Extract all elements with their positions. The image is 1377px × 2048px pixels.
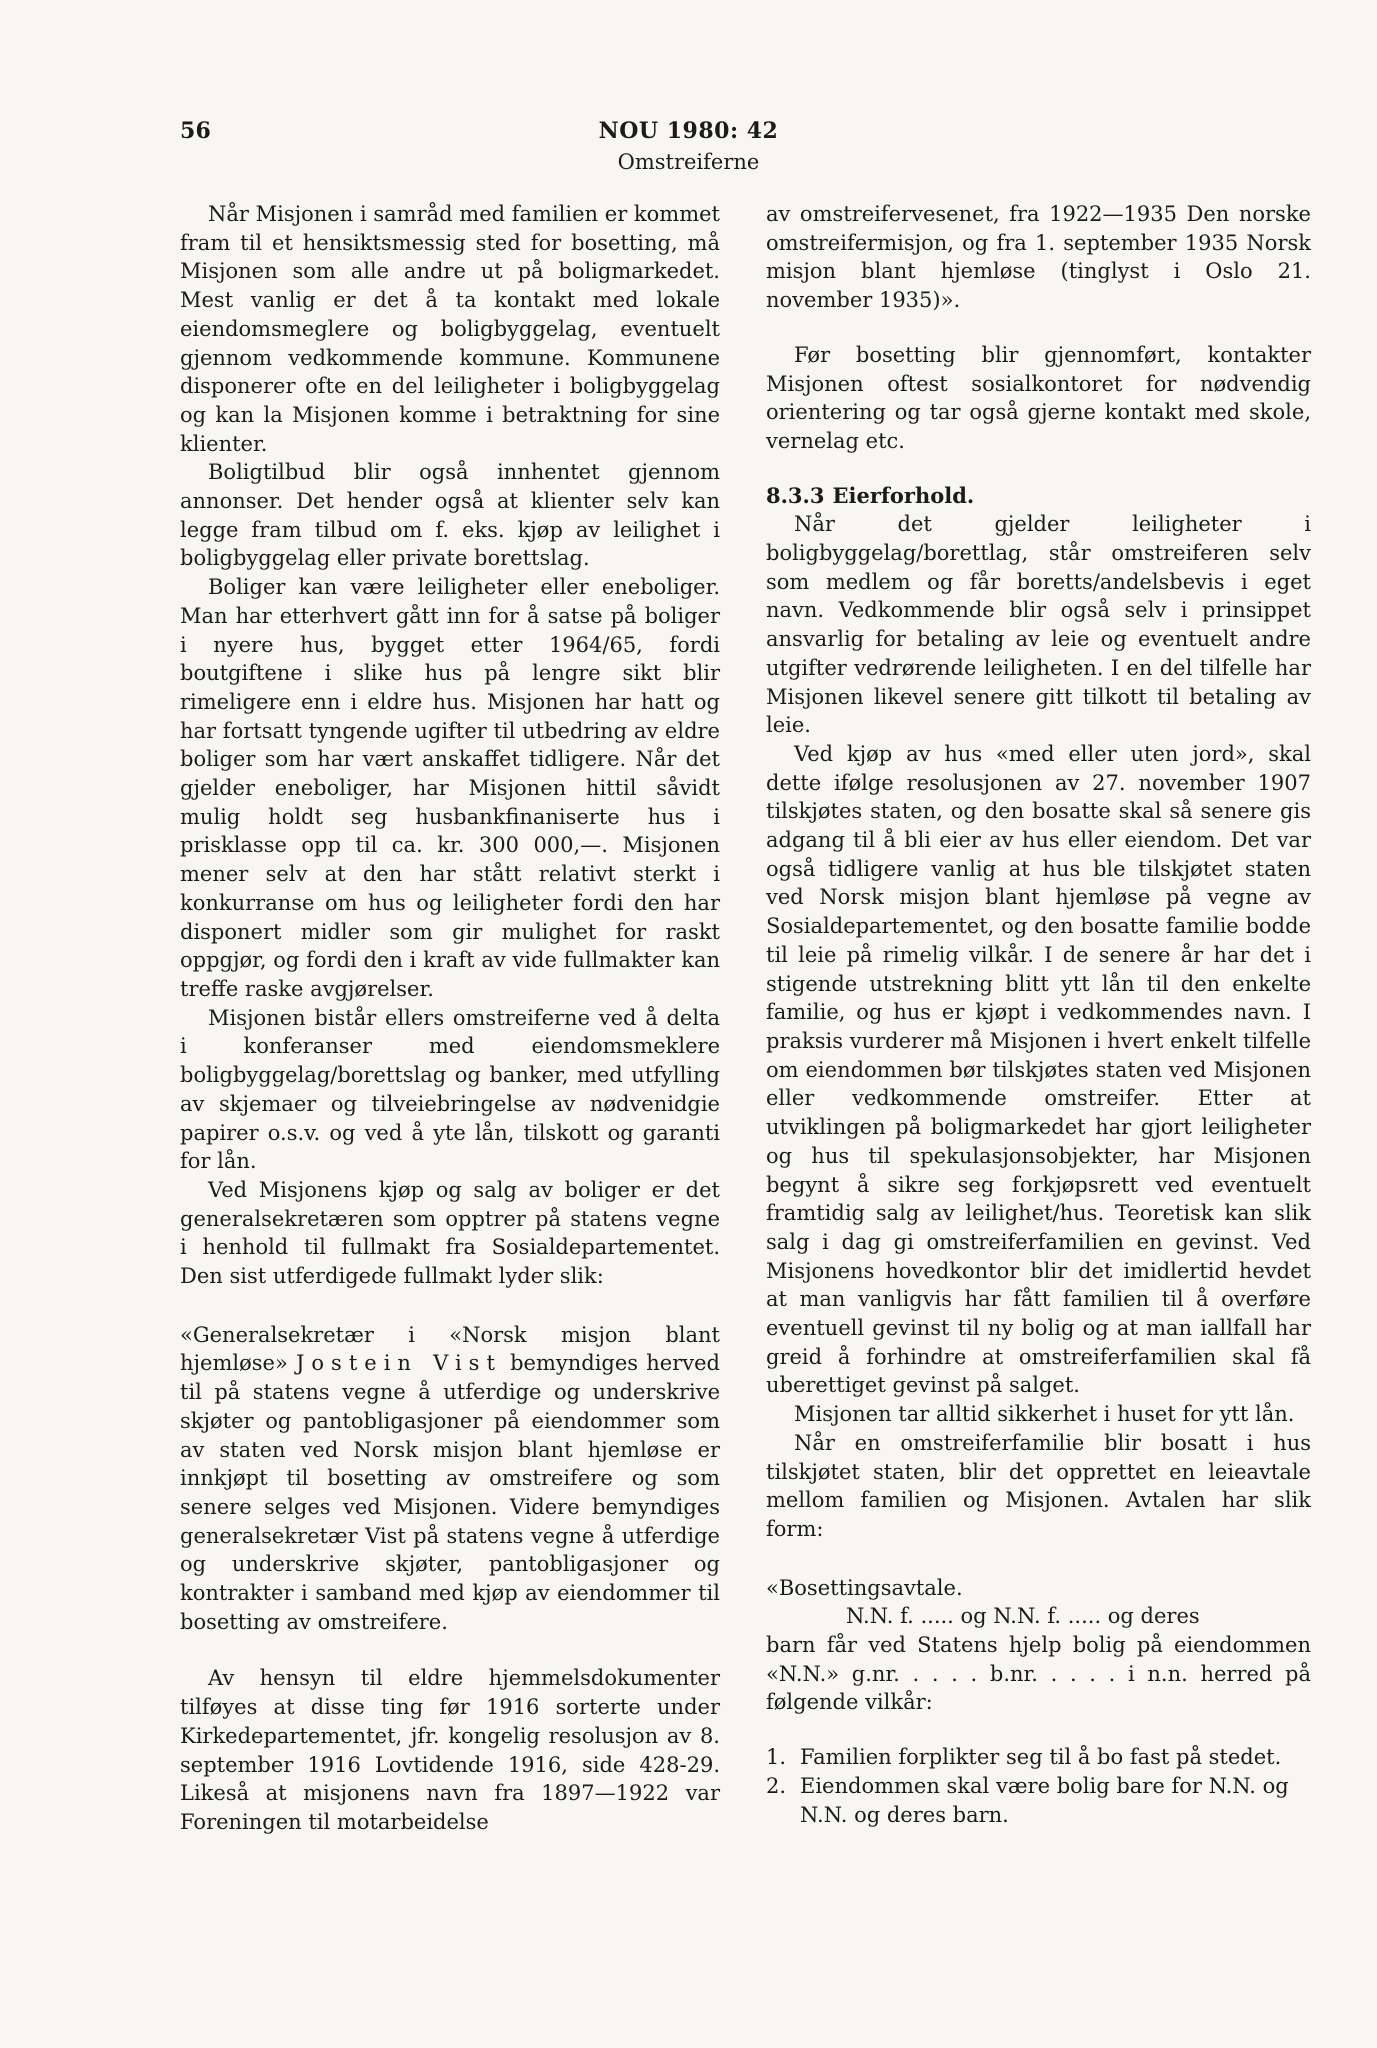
quote-text: bemyndiges herved til på statens vegne å utferdige og underskrive skjøter og pantobligasjoner på eiendommer som av staten ved Norsk misjon blant hjemløse er innkjøpt til bosetting av omstreifere og som senere selges ved Misjonen. Videre bemyndiges generalsekretær Vist på statens vegne å utferdige og underskrive skjøter, pantobligasjoner og kontrakter i samband med kjøp av eiendommer til bosetting av omstreifere.: [180, 1351, 721, 1634]
section-number: 8.3.3: [766, 482, 825, 508]
page-number: 56: [180, 118, 212, 144]
report-subtitle: Omstreiferne: [617, 150, 760, 174]
paragraph: Boliger kan være leiligheter eller eneboliger. Man har etterhvert gått inn for å satse på boliger i nyere hus, bygget etter 1964/65, fordi boutgiftene i slike hus på lengre sikt blir rimeligere enn i eldre hus. Misjonen har hatt og har fortsatt tyngende ugifter til utbedring av eldre boliger som har vært anskaffet tidligere. Når det gjelder eneboliger, har Misjonen hittil såvidt mulig holdt seg husbankfinaniserte hus i prisklasse opp til ca. kr. 300 000,—. Misjonen mener selv at den har stått relativt sterkt i konkurranse om hus og leiligheter fordi den har disponert midler som gir mulighet for raskt oppgjør, og fordi den i kraft av vide fullmakter kan treffe raske avgjørelser.: [180, 575, 720, 1001]
paragraph: Misjonen tar alltid sikkerhet i huset for ytt lån.: [794, 1402, 1295, 1427]
paragraph-continuation: av omstreifervesenet, fra 1922—1935 Den norske omstreifermisjon, og fra 1. september 1935 Norsk misjon blant hjemløse (tinglyst i Oslo 21. november 1935)».: [766, 202, 1311, 313]
spacer: [766, 315, 1311, 341]
paragraph: Misjonen bistår ellers omstreiferne ved å delta i konferanser med eiendomsmeklere boligbyggelag/borettslag og banker, med utfylling av skjemaer og tilveiebringelse av nødvenidgie papirer o.s.v. og ved å yte lån, tilskott og garanti for lån.: [180, 1005, 720, 1174]
paragraph: Før bosetting blir gjennomført, kontakter Misjonen oftest sosialkontoret for nødvendig orientering og tar også gjerne kontakt med skole, vernelag etc.: [766, 342, 1311, 453]
paragraph: Boligtilbud blir også innhentet gjennom annonser. Det hender også at klienter selv kan legge fram tilbud om f. eks. kjøp av leilighet i boligbyggelag eller private borettslag.: [180, 460, 720, 571]
left-column: [180, 200, 720, 1837]
list-item: [766, 1743, 1311, 1772]
contract-line: N.N. f. ..... og N.N. f. ..... og deres: [846, 1604, 1200, 1629]
list-item-text: Familien forplikter seg til å bo fast på stedet.: [800, 1745, 1282, 1770]
contract-terms-list: [766, 1743, 1311, 1829]
authorization-quote: [180, 1321, 720, 1637]
paragraph: Ved kjøp av hus «med eller uten jord», skal dette ifølge resolusjonen av 27. november 1907 tilskjøtes staten, og den bosatte skal så senere gis adgang til å bli eier av hus eller eiendom. Det var også tidligere vanlig at hus ble tilskjøtet staten ved Norsk misjon blant hjemløse på vegne av Sosialdepartementet, og den bosatte familie bodde til leie på rimelig vilkår. I de senere år har det i stigende utstrekning blitt ytt lån til den enkelte familie, og hus er kjøpt i vedkommendes navn. I praksis vurderer må Misjonen i hvert enkelt tilfelle om eiendommen bør tilskjøtes staten ved Misjonen eller vedkommende omstreifer. Etter at utviklingen på boligmarkedet har gjort leiligheter og hus til spekulasjonsobjekter, har Misjonen begynt å sikre seg forkjøpsrett ved eventuelt framtidig salg av leilighet/hus. Teoretisk kan slik salg i dag gi omstreiferfamilien en gevinst. Ved Misjonens hovedkontor blir det imidlertid hevdet at man vanligvis har fått familien til å overføre eventuell gevinst til ny bolig og at man iallfall har greid å forhindre at omstreiferfamilien skal få uberettiget gevinst på salget.: [766, 741, 1311, 1398]
list-item-number: 1.: [766, 1745, 787, 1770]
report-id: NOU 1980: 42: [598, 118, 779, 144]
paragraph: Når en omstreiferfamilie blir bosatt i hus tilskjøtet staten, blir det opprettet en leieavtale mellom familien og Misjonen. Avtalen har slik form:: [766, 1430, 1311, 1541]
section-title: Eierforhold.: [832, 482, 975, 508]
quote-name: Jostein Vist: [296, 1351, 502, 1376]
section-heading: [766, 482, 1311, 511]
right-column: [766, 200, 1311, 1829]
paragraph: Ved Misjonens kjøp og salg av boliger er det generalsekretæren som opptrer på statens vegne i henhold til fullmakt fra Sosialdepartementet. Den sist utferdigede fullmakt lyder slik:: [180, 1177, 720, 1289]
paragraph: Av hensyn til eldre hjemmelsdokumenter tilføyes at disse ting før 1916 sorterte under Kirkedepartementet, jfr. kongelig resolusjon av 8. september 1916 Lovtidende 1916, side 428-29. Likeså at misjonens navn fra 1897—1922 var Foreningen til motarbeidelse: [180, 1666, 720, 1834]
contract-line: barn får ved Statens hjelp bolig på eiendommen «N.N.» g.nr. . . . . b.nr. . . . . i n.n. herred på følgende vilkår:: [766, 1633, 1311, 1715]
contract-title: «Bosettingsavtale.: [766, 1575, 963, 1600]
list-item: [766, 1772, 1311, 1829]
quote-text: «Generalsekretær i «Norsk misjon blant hjemløse»: [180, 1322, 720, 1376]
page-header: [0, 118, 1377, 188]
paragraph: Når det gjelder leiligheter i boligbyggelag/borettlag, står omstreiferen selv som medlem og får boretts/andelsbevis i eget navn. Vedkommende blir også selv i prinsippet ansvarlig for betaling av leie og eventuelt andre utgifter vedrørende leiligheten. I en del tilfelle har Misjonen likevel senere gitt tilkott til betaling av leie.: [766, 512, 1311, 738]
list-item-number: 2.: [766, 1773, 787, 1798]
list-item-text: Eiendommen skal være bolig bare for N.N. og N.N. og deres barn.: [800, 1773, 1289, 1827]
paragraph: Når Misjonen i samråd med familien er kommet fram til et hensiktsmessig sted for bosetting, må Misjonen som alle andre ut på boligmarkedet. Mest vanlig er det å ta kontakt med lokale eiendomsmeglere og boligbyggelag, eventuelt gjennom vedkommende kommune. Kommunene disponerer ofte en del leiligheter i boligbyggelag og kan la Misjonen komme i betraktning for sine klienter.: [180, 202, 720, 456]
